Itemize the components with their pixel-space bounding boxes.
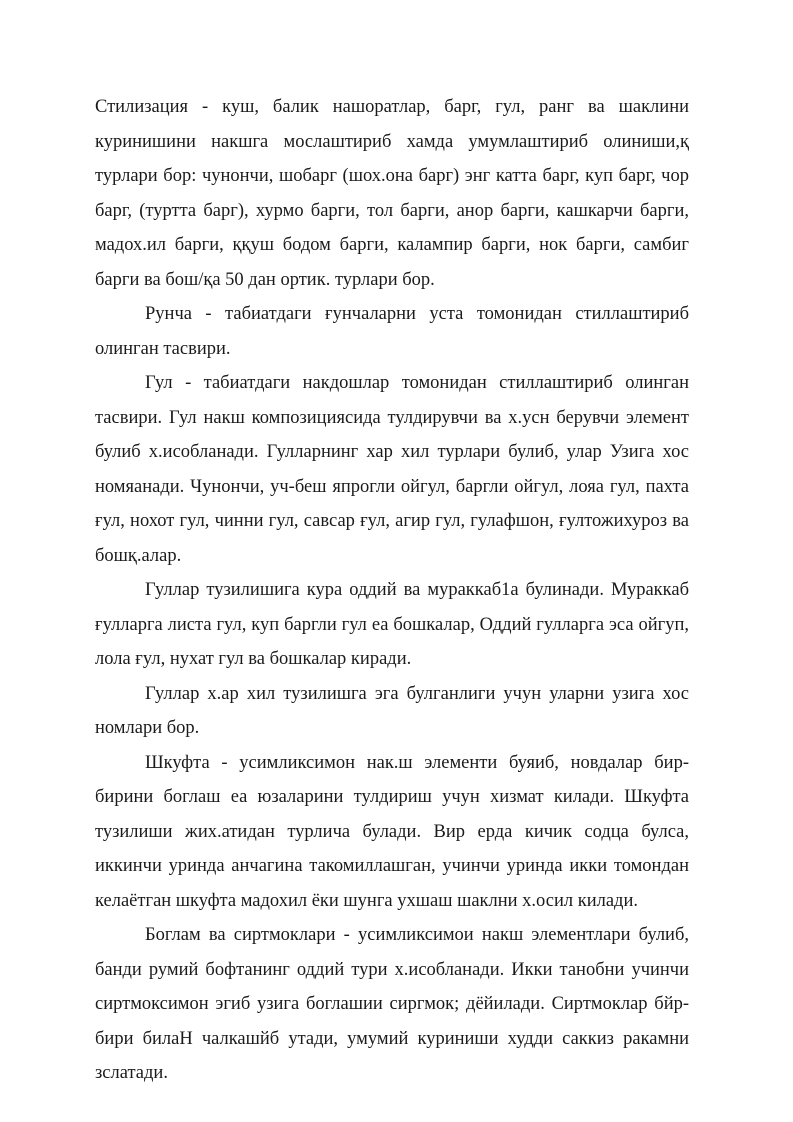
- paragraph-flower-structure: Гуллар тузилишига кура оддий ва мураккаб1а булинади. Мураккаб ғулларга листа гул, куп баргли гул еа бошкалар, Оддий гулларга эса ойгуп, лола ғул, нухат гул ва бошкалар киради.: [95, 580, 689, 669]
- paragraph-flower-names: Гуллар х.ар хил тузилишга эга булганлиги учун уларни узига хос номлари бор.: [95, 683, 689, 738]
- paragraph-gul: Гул - табиатдаги накдошлар томонидан стиллаштириб олинган тасвири. Гул накш композициясида тулдирувчи ва х.усн берувчи элемент булиб х.исобланади. Гулларнинг хар хил турлари булиб, улар Узига хос номяанади. Чунончи, уч-беш япрогли ойгул, баргли ойгул, лояа гул, пахта ғул, нохот гул, чинни гул, савсар ғул, агир гул, гулафшон, ғултожихуроз ва бошқ.алар.: [95, 373, 689, 566]
- paragraph-stylization: Стилизация - куш, балик нашоратлар, барг, гул, ранг ва шаклини куринишини накшга мослаштириб хамда умумлаштириб олиниши,қ турлари бор: чунончи, шобарг (шох.она барг) энг катта барг, куп барг, чор барг, (туртта барг), хурмо барги, тол барги, анор барги, кашкарчи барги, мадох.ил барги, ққуш бодом барги, калампир барги, нок барги, самбиг барги ва бош/қа 50 дан ортик. турлари бор.: [95, 97, 689, 290]
- paragraph-runcha: Рунча - табиатдаги ғунчаларни уста томонидан стиллаштириб олинган тасвири.: [95, 304, 689, 359]
- paragraph-boglam: Боглам ва сиртмоклари - усимликсимои накш элементлари булиб, банди румий бофтанинг оддий тури х.исобланади. Икки танобни учинчи сиртмоксимон эгиб узига боглашии сиргмок; дёйилади. Сиртмоклар бйр-бири билаН чалкашйб утади, умумий куриниши худди саккиз ракамни зслатади.: [95, 925, 689, 1083]
- document-page: [95, 90, 689, 1091]
- paragraph-shkufta: Шкуфта - усимликсимон нак.ш элементи буяиб, новдалар бир-бирини боглаш еа юзаларини тулдириш учун хизмат килади. Шкуфта тузилиши жих.атидан турлича булади. Вир ерда кичик содца булса, иккинчи уринда анчагина такомиллашган, учинчи уринда икки томондан келаётган шкуфта мадохил ёки шунга ухшаш шаклни х.осил килади.: [95, 752, 689, 911]
